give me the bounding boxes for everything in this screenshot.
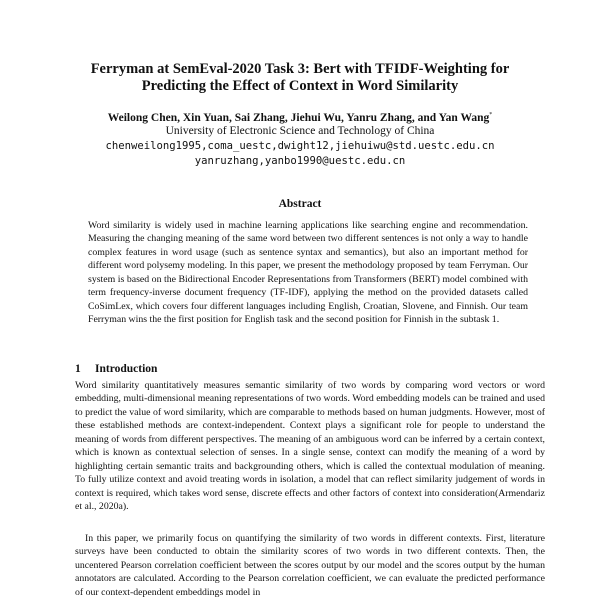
affiliation: University of Electronic Science and Technology of China bbox=[165, 125, 435, 137]
abstract-heading: Abstract bbox=[278, 198, 322, 210]
section-number: 1 bbox=[75, 363, 81, 375]
email-line-2: yanruzhang,yanbo1990@uestc.edu.cn bbox=[194, 155, 406, 167]
author-list bbox=[40, 112, 560, 124]
intro-paragraph-1: Word similarity quantitatively measures semantic similarity of two words by comparing word vectors or word embedding, multi-dimensional meaning representations of two words. Word embedding models can be trained and used to predict the value of word similarity, which are comparable to methods based on human judgments. However, most of these established methods are context-independent. Context plays a significant role for people to understand the meaning of words from different perspectives. The meaning of an ambiguous word can be inferred by a certain context, which is known as contextual selection of senses. In a single sense, context can modify the meaning of a word by highlighting certain semantic traits and backgrounding others, which is called the contextual modulation of meaning. To fully utilize context and avoid treating words in isolation, a model that can reflect similarity judgement of words in context is required, which takes word sense, discrete effects and other factors of context into consideration(Armendariz et al., 2020a). bbox=[75, 380, 545, 513]
email-line-1: chenweilong1995,coma_uestc,dwight12,jiehuiwu@std.uestc.edu.cn bbox=[105, 140, 495, 152]
paper-title-line-1: Ferryman at SemEval-2020 Task 3: Bert with TFIDF-Weighting for bbox=[90, 61, 510, 77]
section-title: Introduction bbox=[95, 363, 158, 375]
section-heading-introduction bbox=[75, 363, 157, 375]
intro-paragraph-2: In this paper, we primarily focus on quantifying the similarity of two words in different contexts. First, literature surveys have been conducted to obtain the similarity scores of two words in two different contexts. Then, the uncentered Pearson correlation coefficient between the scores output by our model and the scores output by the human annotators are calculated. According to the Pearson correlation coefficient, we can evaluate the predicted performance of our context-dependent embeddings model in bbox=[75, 533, 545, 598]
author-names: Weilong Chen, Xin Yuan, Sai Zhang, Jiehui Wu, Yanru Zhang, and Yan Wang bbox=[107, 112, 490, 124]
paper-title-line-2: Predicting the Effect of Context in Word Similarity bbox=[141, 78, 459, 94]
corresponding-author-mark: * bbox=[489, 112, 493, 119]
abstract-text: Word similarity is widely used in machine learning applications like searching engine and recommendation. Measuring the changing meaning of the same word between two different sentences is not only a way to handle complex features in word usage (such as sentence syntax and semantics), but also an important method for different word polysemy modeling. In this paper, we present the methodology proposed by team Ferryman. Our system is based on the Bidirectional Encoder Representations from Transformers (BERT) model combined with term frequency-inverse document frequency (TF-IDF), applying the method on the provided datasets called CoSimLex, which covers four different languages including English, Croatian, Slovene, and Finnish. Our team Ferryman wins the the first position for English task and the second position for Finnish in the subtask 1. bbox=[88, 220, 528, 326]
